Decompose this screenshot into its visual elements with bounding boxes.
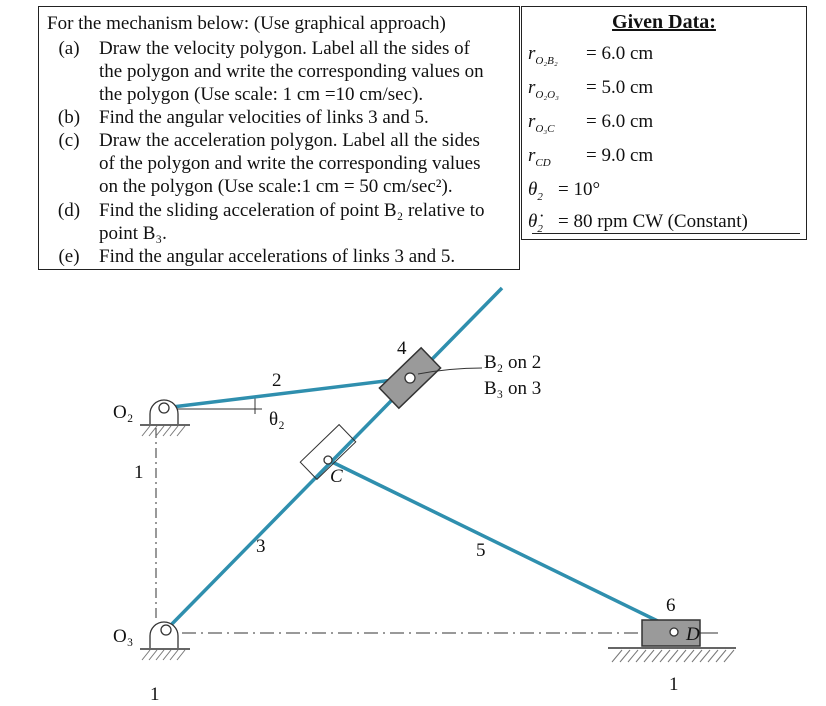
label-ground-d: 1 [669,674,679,695]
pin-o3 [161,625,171,635]
label-b2-note: B₂ on 2 [484,352,542,373]
label-ground-o2: 1 [134,462,144,483]
pin-d [670,628,678,636]
label-link-5: 5 [476,540,486,561]
label-link-3: 3 [256,536,266,557]
item-line: point B₃. [99,223,167,244]
item-line: on the polygon (Use scale:1 cm = 50 cm/sec²). [99,176,453,197]
given-row: $r_{O_2B_2} = 6.0$ cm [528,43,654,67]
given-row: $\thetȧ_2 = 80$ rpm CW (Constant) [528,211,748,235]
label-o3: O₃ [113,626,134,647]
ground-d-hatch [612,650,734,662]
item-line: Find the sliding acceleration of point B₂ relative to [99,200,485,221]
item-line: Draw the acceleration polygon. Label all the sides [99,130,480,151]
pin-o2 [159,403,169,413]
item-line: Draw the velocity polygon. Label all the sides of [99,38,470,59]
pin-c [324,456,332,464]
item-line: the polygon and write the corresponding values on [99,61,484,82]
label-link-4: 4 [397,338,407,359]
given-row: $r_{O_2O_3} = 5.0$ cm [528,77,654,101]
item-label: (a) [58,38,80,59]
link-3 [168,288,502,628]
link-2 [164,378,410,408]
given-title: Given Data: [612,11,716,33]
item-label: (c) [58,130,80,151]
item-label: (b) [57,107,81,128]
item-line: the polygon (Use scale: 1 cm =10 cm/sec). [99,84,424,105]
item-label: (d) [57,200,81,221]
label-c: C [330,466,343,487]
label-o2: O₂ [113,402,134,423]
label-b3-note: B₃ on 3 [484,378,542,399]
label-theta2: θ₂ [269,409,285,430]
label-link-2: 2 [272,370,282,391]
given-row: $\theta_2 = 10^\circ$ [528,179,601,203]
link-5 [328,460,672,628]
item-label: (e) [58,246,80,267]
given-row: $r_{CD} = 9.0$ cm [528,145,654,169]
item-line: of the polygon and write the corresponding values [99,153,481,174]
label-link-6: 6 [666,595,676,616]
given-row: $r_{O_3C} = 6.0$ cm [528,111,654,135]
label-d: D [686,624,700,645]
question-intro: For the mechanism below: (Use graphical approach) [47,13,446,34]
pin-b [405,373,415,383]
item-line: Find the angular velocities of links 3 and 5. [99,107,429,128]
item-line: Find the angular accelerations of links 3 and 5. [99,246,456,267]
label-ground-o3: 1 [150,684,160,705]
